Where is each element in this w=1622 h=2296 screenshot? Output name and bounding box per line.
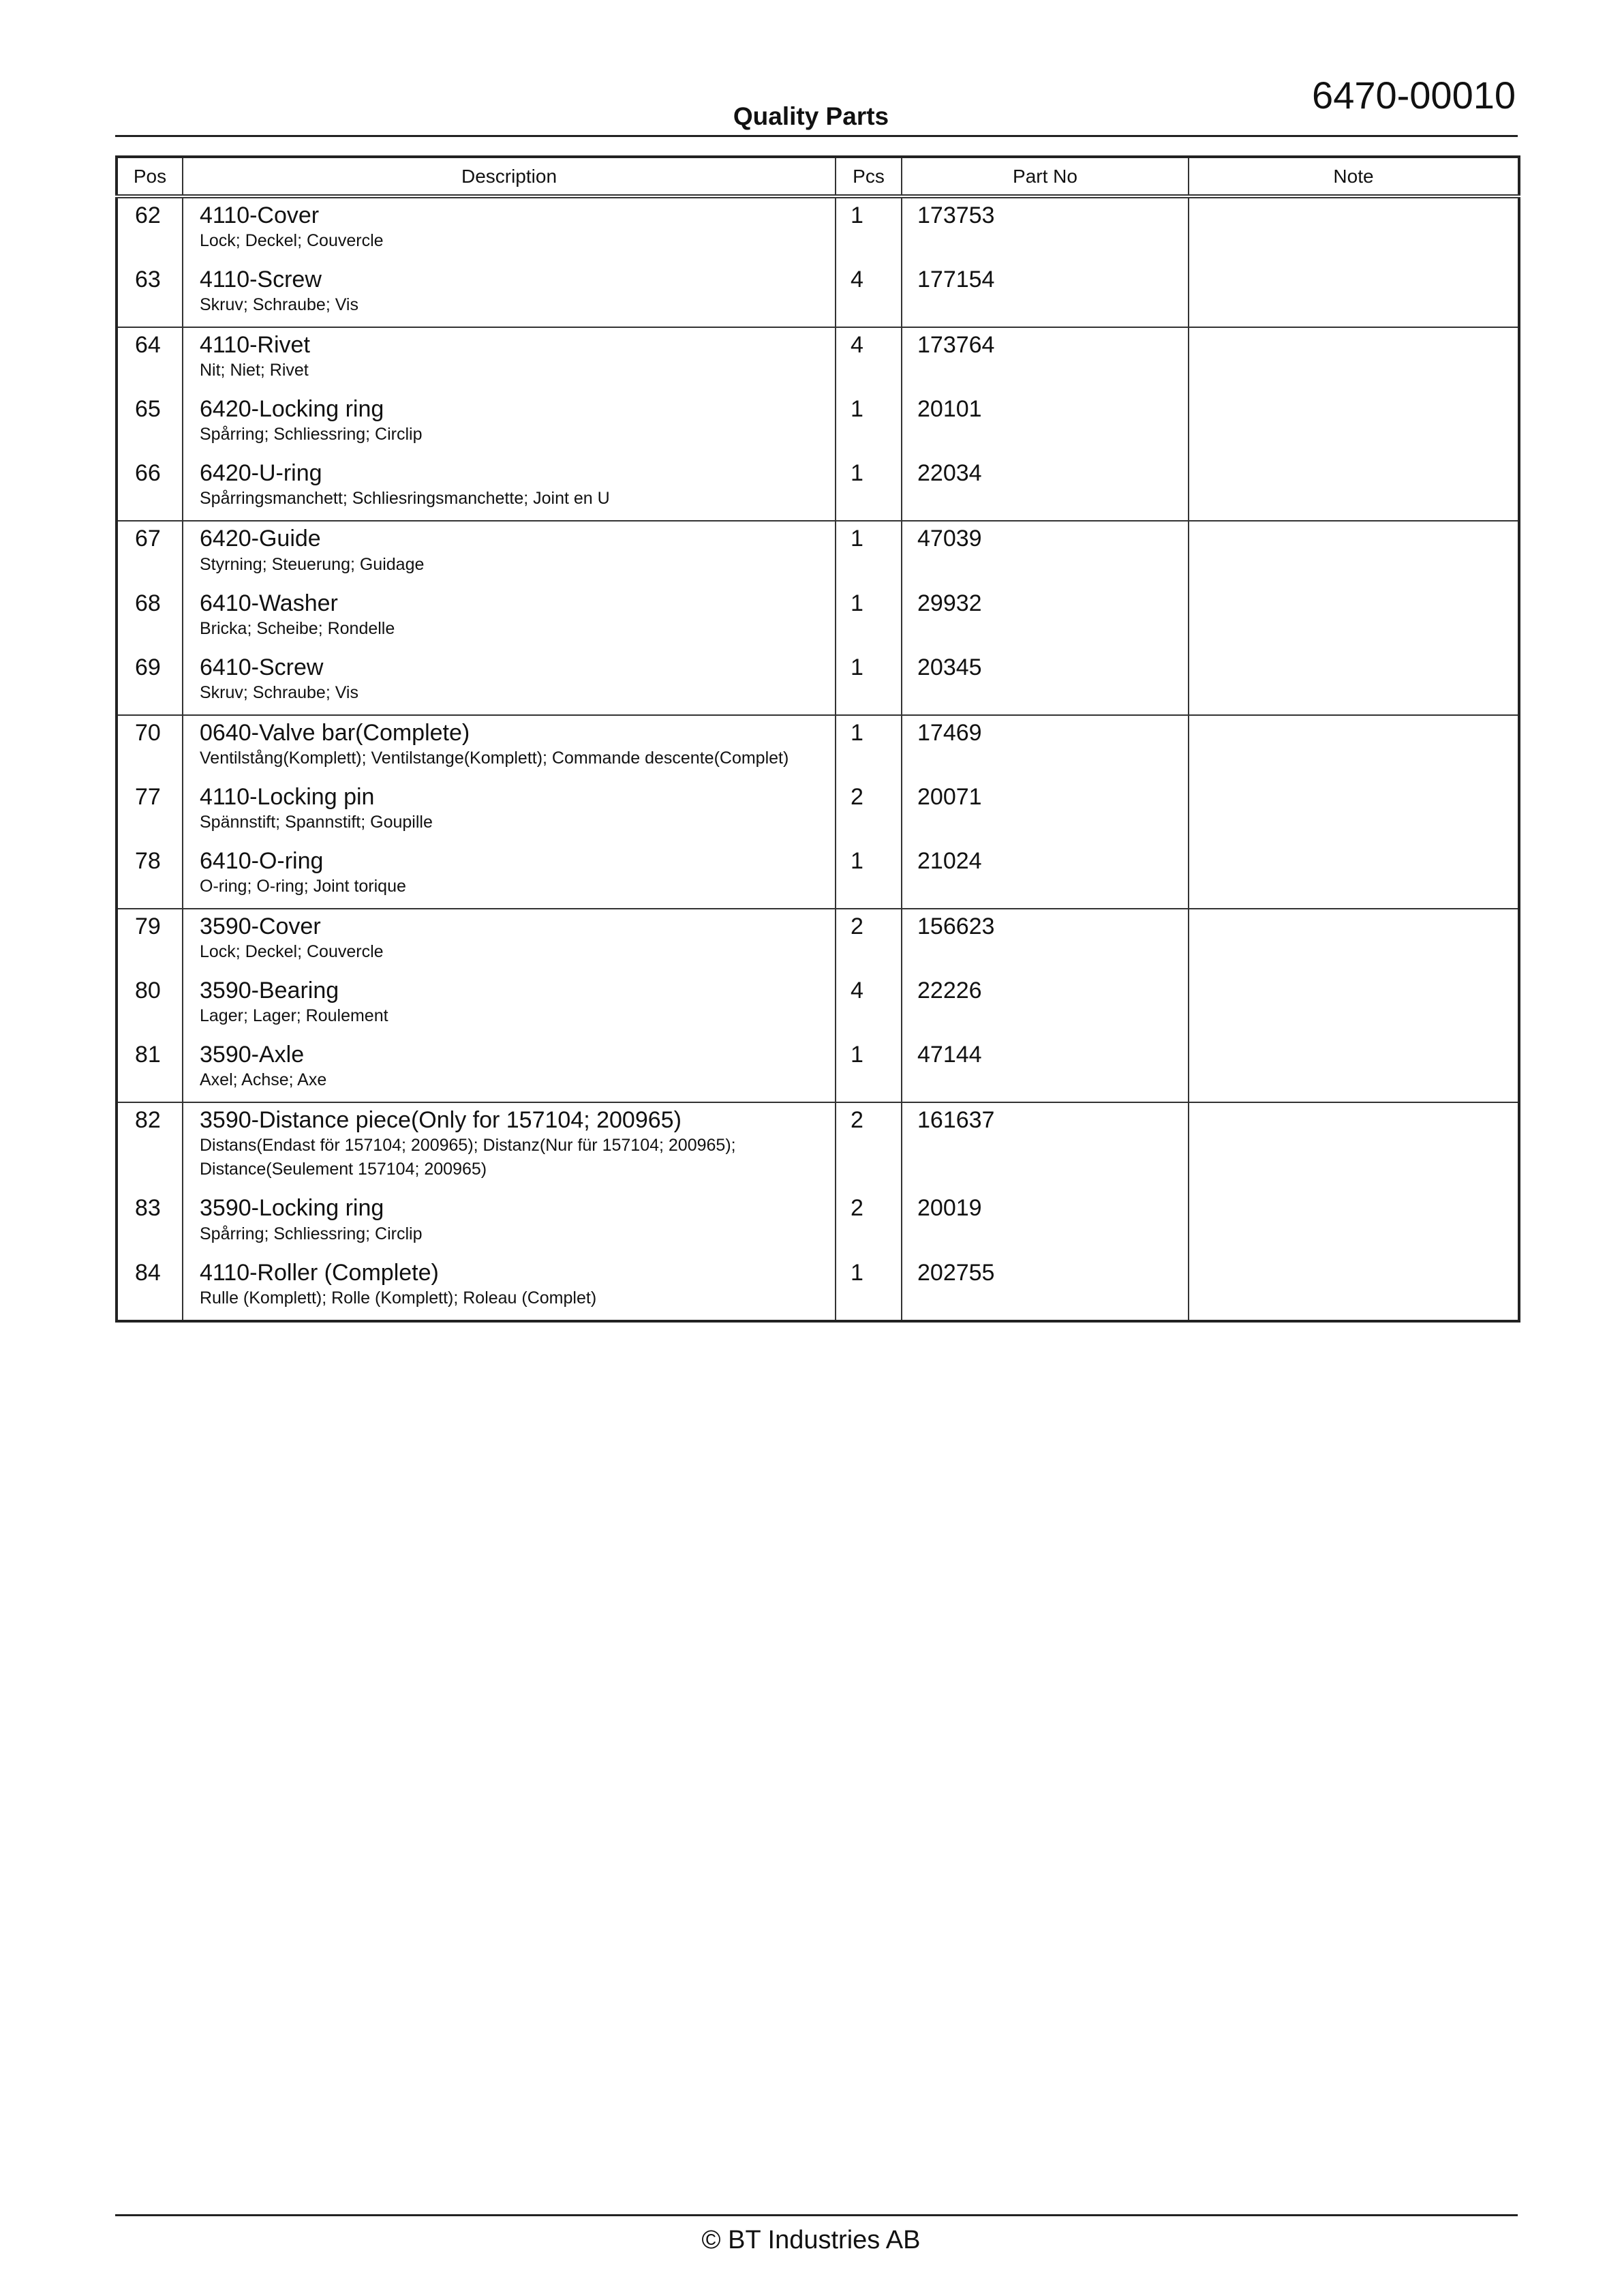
cell-note (1189, 973, 1519, 1038)
table-row (117, 1191, 1519, 1255)
cell-pos: 82 (117, 1102, 183, 1191)
table-row (117, 392, 1519, 456)
part-translations: Skruv; Schraube; Vis (200, 682, 358, 702)
cell-note (1189, 1038, 1519, 1102)
cell-part-no: 47144 (902, 1038, 1189, 1102)
cell-note (1189, 586, 1519, 650)
page-title: Quality Parts (733, 102, 889, 130)
row-spacer (200, 1028, 828, 1038)
cell-description (183, 1191, 836, 1255)
cell-pcs: 1 (836, 456, 902, 521)
part-name: 6420-Guide (200, 526, 321, 552)
cell-pos: 83 (117, 1191, 183, 1255)
table-row (117, 586, 1519, 650)
part-translations: Styrning; Steuerung; Guidage (200, 554, 425, 574)
cell-part-no: 22226 (902, 973, 1189, 1038)
parts-table (115, 155, 1520, 1323)
cell-note (1189, 392, 1519, 456)
col-header-note: Note (1189, 157, 1519, 196)
row-spacer (200, 964, 828, 973)
part-name: 4110-Cover (200, 202, 320, 228)
part-translations: Distans(Endast för 157104; 200965); Distanz(Nur für 157104; 200965); Distance(Seulement 157104; 200965) (200, 1136, 736, 1179)
cell-part-no: 202755 (902, 1256, 1189, 1321)
row-spacer (200, 1310, 828, 1320)
col-header-pos: Pos (117, 157, 183, 196)
parts-table-body (117, 196, 1519, 1321)
cell-note (1189, 521, 1519, 586)
cell-pos: 79 (117, 909, 183, 973)
cell-pos: 66 (117, 456, 183, 521)
cell-note (1189, 1102, 1519, 1191)
table-row (117, 262, 1519, 327)
cell-part-no: 47039 (902, 521, 1189, 586)
cell-pcs: 4 (836, 262, 902, 327)
part-name: 3590-Axle (200, 1042, 305, 1068)
table-row (117, 521, 1519, 586)
cell-pos: 67 (117, 521, 183, 586)
cell-description (183, 909, 836, 973)
part-name: 6420-Locking ring (200, 396, 384, 423)
cell-pcs: 1 (836, 715, 902, 780)
cell-pcs: 1 (836, 650, 902, 715)
table-row (117, 973, 1519, 1038)
cell-pos: 78 (117, 844, 183, 909)
part-name: 3590-Distance piece(Only for 157104; 200965) (200, 1107, 682, 1134)
cell-pos: 68 (117, 586, 183, 650)
cell-part-no: 177154 (902, 262, 1189, 327)
part-name: 4110-Rivet (200, 332, 310, 359)
part-translations: Rulle (Komplett); Rolle (Komplett); Roleau (Complet) (200, 1288, 597, 1308)
document-number: 6470-00010 (1312, 74, 1516, 117)
cell-part-no: 22034 (902, 456, 1189, 521)
cell-pcs: 1 (836, 521, 902, 586)
part-translations: Nit; Niet; Rivet (200, 361, 309, 380)
cell-description (183, 456, 836, 521)
table-row (117, 456, 1519, 521)
part-name: 4110-Screw (200, 267, 322, 293)
row-spacer (200, 382, 828, 392)
cell-pos: 70 (117, 715, 183, 780)
part-name: 6420-U-ring (200, 460, 322, 487)
cell-pos: 64 (117, 327, 183, 392)
row-spacer (200, 1181, 828, 1191)
table-row (117, 1038, 1519, 1102)
cell-note (1189, 196, 1519, 262)
row-spacer (200, 770, 828, 780)
part-name: 3590-Bearing (200, 978, 339, 1004)
table-row (117, 650, 1519, 715)
cell-description (183, 844, 836, 909)
cell-pcs: 2 (836, 1102, 902, 1191)
cell-note (1189, 909, 1519, 973)
row-spacer (200, 511, 828, 520)
row-spacer (200, 834, 828, 844)
cell-note (1189, 456, 1519, 521)
cell-description (183, 262, 836, 327)
row-spacer (200, 705, 828, 714)
table-header-row (117, 157, 1519, 196)
cell-pcs: 1 (836, 844, 902, 909)
cell-pcs: 1 (836, 196, 902, 262)
part-translations: O-ring; O-ring; Joint torique (200, 877, 406, 896)
part-name: 4110-Roller (Complete) (200, 1259, 439, 1286)
cell-part-no: 173753 (902, 196, 1189, 262)
cell-pos: 65 (117, 392, 183, 456)
cell-pos: 80 (117, 973, 183, 1038)
part-name: 3590-Locking ring (200, 1195, 384, 1222)
cell-note (1189, 327, 1519, 392)
part-translations: Axel; Achse; Axe (200, 1070, 327, 1090)
cell-part-no: 20345 (902, 650, 1189, 715)
cell-part-no: 17469 (902, 715, 1189, 780)
cell-pcs: 2 (836, 909, 902, 973)
part-translations: Spårring; Schliessring; Circlip (200, 425, 423, 444)
cell-description (183, 521, 836, 586)
cell-description (183, 1038, 836, 1102)
col-header-part-no: Part No (902, 157, 1189, 196)
cell-pcs: 1 (836, 586, 902, 650)
part-name: 6410-Screw (200, 654, 324, 680)
cell-note (1189, 1191, 1519, 1255)
part-translations: Skruv; Schraube; Vis (200, 295, 358, 315)
cell-part-no: 20101 (902, 392, 1189, 456)
cell-part-no: 20071 (902, 780, 1189, 844)
part-name: 3590-Cover (200, 913, 321, 940)
part-translations: Lager; Lager; Roulement (200, 1006, 388, 1026)
cell-part-no: 21024 (902, 844, 1189, 909)
part-translations: Lock; Deckel; Couvercle (200, 231, 384, 251)
header-divider (115, 135, 1518, 137)
cell-pcs: 1 (836, 1038, 902, 1102)
cell-pcs: 1 (836, 392, 902, 456)
cell-part-no: 173764 (902, 327, 1189, 392)
part-translations: Spårring; Schliessring; Circlip (200, 1224, 423, 1243)
table-row (117, 844, 1519, 909)
table-row (117, 715, 1519, 780)
cell-part-no: 29932 (902, 586, 1189, 650)
footer-divider (115, 2214, 1518, 2216)
table-row (117, 909, 1519, 973)
cell-pos: 63 (117, 262, 183, 327)
cell-description (183, 1102, 836, 1191)
part-translations: Spännstift; Spannstift; Goupille (200, 812, 433, 832)
cell-pos: 81 (117, 1038, 183, 1102)
cell-note (1189, 262, 1519, 327)
footer-copyright: © BT Industries AB (701, 2226, 921, 2254)
table-row (117, 1102, 1519, 1191)
cell-pcs: 2 (836, 780, 902, 844)
table-row (117, 1256, 1519, 1321)
part-translations: Bricka; Scheibe; Rondelle (200, 618, 395, 638)
cell-note (1189, 844, 1519, 909)
table-row (117, 327, 1519, 392)
cell-description (183, 196, 836, 262)
cell-pcs: 4 (836, 973, 902, 1038)
cell-note (1189, 1256, 1519, 1321)
cell-pos: 69 (117, 650, 183, 715)
cell-pcs: 1 (836, 1256, 902, 1321)
row-spacer (200, 641, 828, 650)
cell-note (1189, 715, 1519, 780)
cell-pos: 77 (117, 780, 183, 844)
part-name: 4110-Locking pin (200, 783, 375, 810)
cell-description (183, 973, 836, 1038)
cell-description (183, 327, 836, 392)
part-name: 0640-Valve bar(Complete) (200, 719, 470, 746)
table-row (117, 780, 1519, 844)
row-spacer (200, 1092, 828, 1102)
cell-note (1189, 650, 1519, 715)
cell-pcs: 4 (836, 327, 902, 392)
row-spacer (200, 253, 828, 262)
part-translations: Ventilstång(Komplett); Ventilstange(Komplett); Commande descente(Complet) (200, 748, 789, 768)
cell-part-no: 156623 (902, 909, 1189, 973)
row-spacer (200, 898, 828, 908)
cell-pos: 84 (117, 1256, 183, 1321)
part-translations: Spårringsmanchett; Schliesringsmanchette; Joint en U (200, 489, 610, 509)
part-name: 6410-Washer (200, 590, 338, 616)
cell-description (183, 1256, 836, 1321)
row-spacer (200, 447, 828, 456)
cell-pcs: 2 (836, 1191, 902, 1255)
cell-part-no: 161637 (902, 1102, 1189, 1191)
row-spacer (200, 317, 828, 327)
cell-description (183, 715, 836, 780)
cell-description (183, 392, 836, 456)
cell-description (183, 586, 836, 650)
row-spacer (200, 1246, 828, 1256)
part-name: 6410-O-ring (200, 847, 324, 874)
cell-note (1189, 780, 1519, 844)
cell-pos: 62 (117, 196, 183, 262)
cell-part-no: 20019 (902, 1191, 1189, 1255)
row-spacer (200, 577, 828, 586)
table-row (117, 196, 1519, 262)
part-translations: Lock; Deckel; Couvercle (200, 942, 384, 962)
col-header-description: Description (183, 157, 836, 196)
cell-description (183, 650, 836, 715)
col-header-pcs: Pcs (836, 157, 902, 196)
cell-description (183, 780, 836, 844)
